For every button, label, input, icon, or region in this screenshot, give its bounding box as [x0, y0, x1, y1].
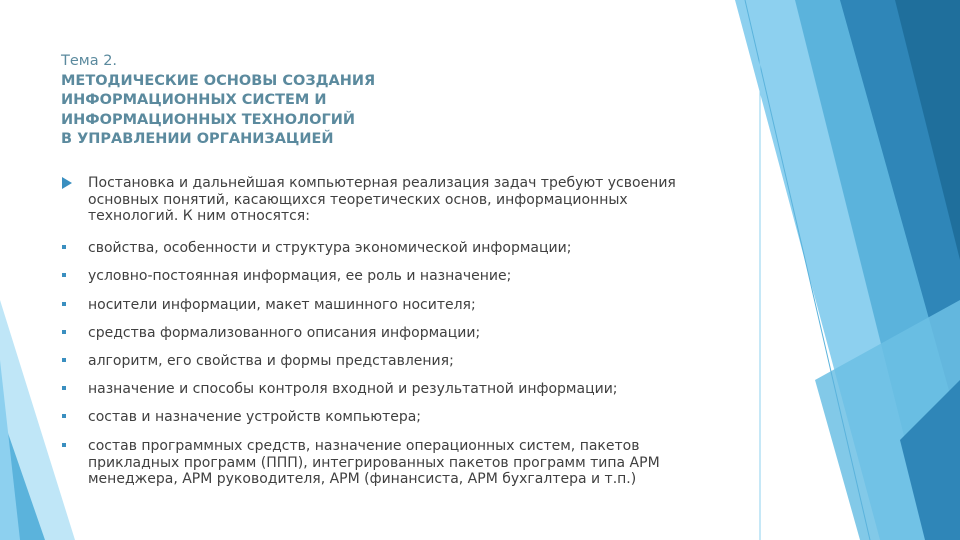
- list-item-text: состав программных средств, назначение операционных систем, пакетов прикладных программ (ППП), интегрированных пакетов программ типа АРМ менеджера, АРМ руководителя, АРМ (финансиста, АРМ бухгалтера и т.п.): [88, 438, 660, 487]
- list-item-text: алгоритм, его свойства и формы представления;: [88, 353, 454, 369]
- list-item-text: носители информации, макет машинного носителя;: [88, 297, 476, 313]
- square-bullet-icon: [62, 414, 66, 418]
- list-item-text: условно-постоянная информация, ее роль и назначение;: [88, 268, 512, 284]
- square-bullet-icon: [62, 245, 66, 249]
- title-heading-line-3: ИНФОРМАЦИОННЫХ ТЕХНОЛОГИЙ: [61, 111, 356, 128]
- intro-paragraph: [62, 175, 712, 225]
- list-item-text: назначение и способы контроля входной и результатной информации;: [88, 381, 618, 397]
- square-bullet-icon: [62, 302, 66, 306]
- list-item: [62, 268, 712, 285]
- list-item: [62, 409, 712, 426]
- square-bullet-icon: [62, 273, 66, 277]
- square-bullet-icon: [62, 330, 66, 334]
- title-topic: Тема 2.: [61, 53, 118, 69]
- arrow-bullet-icon: [62, 177, 72, 189]
- list-item: [62, 240, 712, 257]
- list-item: [62, 297, 712, 314]
- intro-text: Постановка и дальнейшая компьютерная реализация задач требуют усвоения основных понятий, касающихся теоретических основ, информационных технологий. К ним относятся:: [88, 175, 676, 224]
- list-item: [62, 438, 712, 488]
- square-bullet-icon: [62, 386, 66, 390]
- title-heading-line-2: ИНФОРМАЦИОННЫХ СИСТЕМ И: [61, 92, 327, 108]
- list-item: [62, 353, 712, 370]
- list-item-text: свойства, особенности и структура экономической информации;: [88, 240, 572, 256]
- square-bullet-icon: [62, 443, 66, 447]
- list-item: [62, 381, 712, 398]
- title-heading-line-1: МЕТОДИЧЕСКИЕ ОСНОВЫ СОЗДАНИЯ: [61, 72, 376, 89]
- square-bullet-icon: [62, 358, 66, 362]
- list-item-text: средства формализованного описания информации;: [88, 325, 481, 341]
- list-item-text: состав и назначение устройств компьютера;: [88, 409, 422, 425]
- list-item: [62, 325, 712, 342]
- title-heading-line-4: В УПРАВЛЕНИИ ОРГАНИЗАЦИЕЙ: [61, 131, 334, 147]
- slide-title: [61, 52, 621, 150]
